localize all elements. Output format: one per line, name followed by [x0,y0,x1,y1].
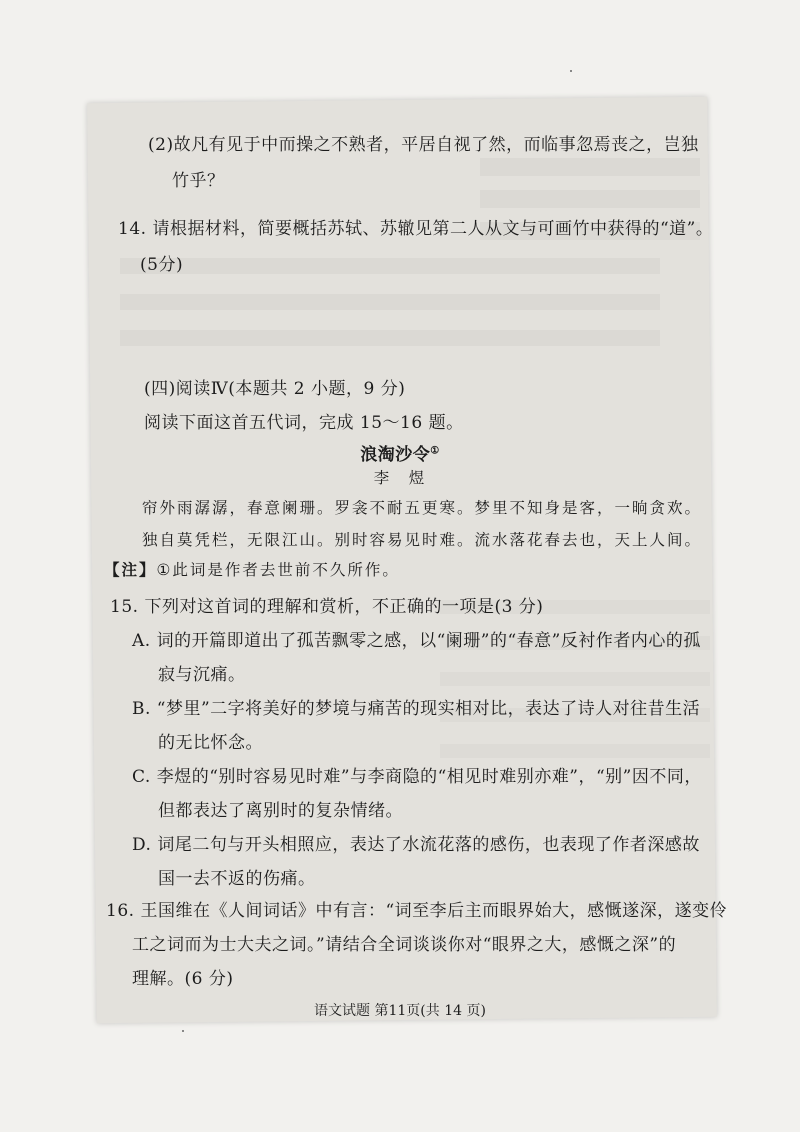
q15-option-c-line2: 但都表达了离别时的复杂情绪。 [158,801,403,821]
poem-line1: 帘外雨潺潺，春意阑珊。罗衾不耐五更寒。梦里不知身是客，一晌贪欢。 [142,499,703,517]
poem-author: 李 煜 [373,469,427,487]
note [104,558,400,580]
section4-heading: (四)阅读Ⅳ(本题共 2 小题，9 分) [144,379,406,399]
poem-title [0,440,800,465]
note-text: ①此词是作者去世前不久所作。 [156,561,400,579]
q15-option-d-line1: D. 词尾二句与开头相照应，表达了水流花落的感伤，也表现了作者深感故 [132,835,700,855]
poem-line2: 独自莫凭栏，无限江山。别时容易见时难。流水落花春去也，天上人间。 [142,531,703,549]
note-label: 【注】 [104,560,157,579]
q15-option-c-line1: C. 李煜的“别时容易见时难”与李商隐的“相见时难别亦难”，“别”因不同， [132,767,702,787]
section4-intro: 阅读下面这首五代词，完成 15～16 题。 [144,413,464,433]
q15-option-a-line1: A. 词的开篇即道出了孤苦飘零之感，以“阑珊”的“春意”反衬作者内心的孤 [132,631,701,651]
q15-option-d-line2: 国一去不返的伤痛。 [158,869,316,889]
q13-2-line1: (2)故凡有见于中而操之不熟者，平居自视了然，而临事忽焉丧之，岂独 [148,135,699,155]
poem-title-note: ① [430,445,440,457]
q16-line3: 理解。(6 分) [132,969,234,989]
q16-line1: 16. 王国维在《人间词话》中有言：“词至李后主而眼界始大，感慨遂深，遂变伶 [106,901,728,921]
q15-stem: 15. 下列对这首词的理解和赏析，不正确的一项是(3 分) [110,597,544,617]
q15-option-b-line2: 的无比怀念。 [158,733,263,753]
page-footer: 语文试题 第11页(共 14 页) [314,1003,486,1019]
q16-line2: 工之词而为士大夫之词。”请结合全词谈谈你对“眼界之大，感慨之深”的 [132,935,677,955]
q15-option-a-line2: 寂与沉痛。 [158,665,246,685]
poem-title-text: 浪淘沙令 [360,445,431,465]
q13-2-line2: 竹乎？ [172,171,225,191]
q14-line1: 14. 请根据材料，简要概括苏轼、苏辙见第二人从文与可画竹中获得的“道”。 [118,219,714,239]
q15-option-b-line1: B. “梦里”二字将美好的梦境与痛苦的现实相对比，表达了诗人对往昔生活 [132,699,701,719]
q14-line2: (5分) [140,255,184,275]
